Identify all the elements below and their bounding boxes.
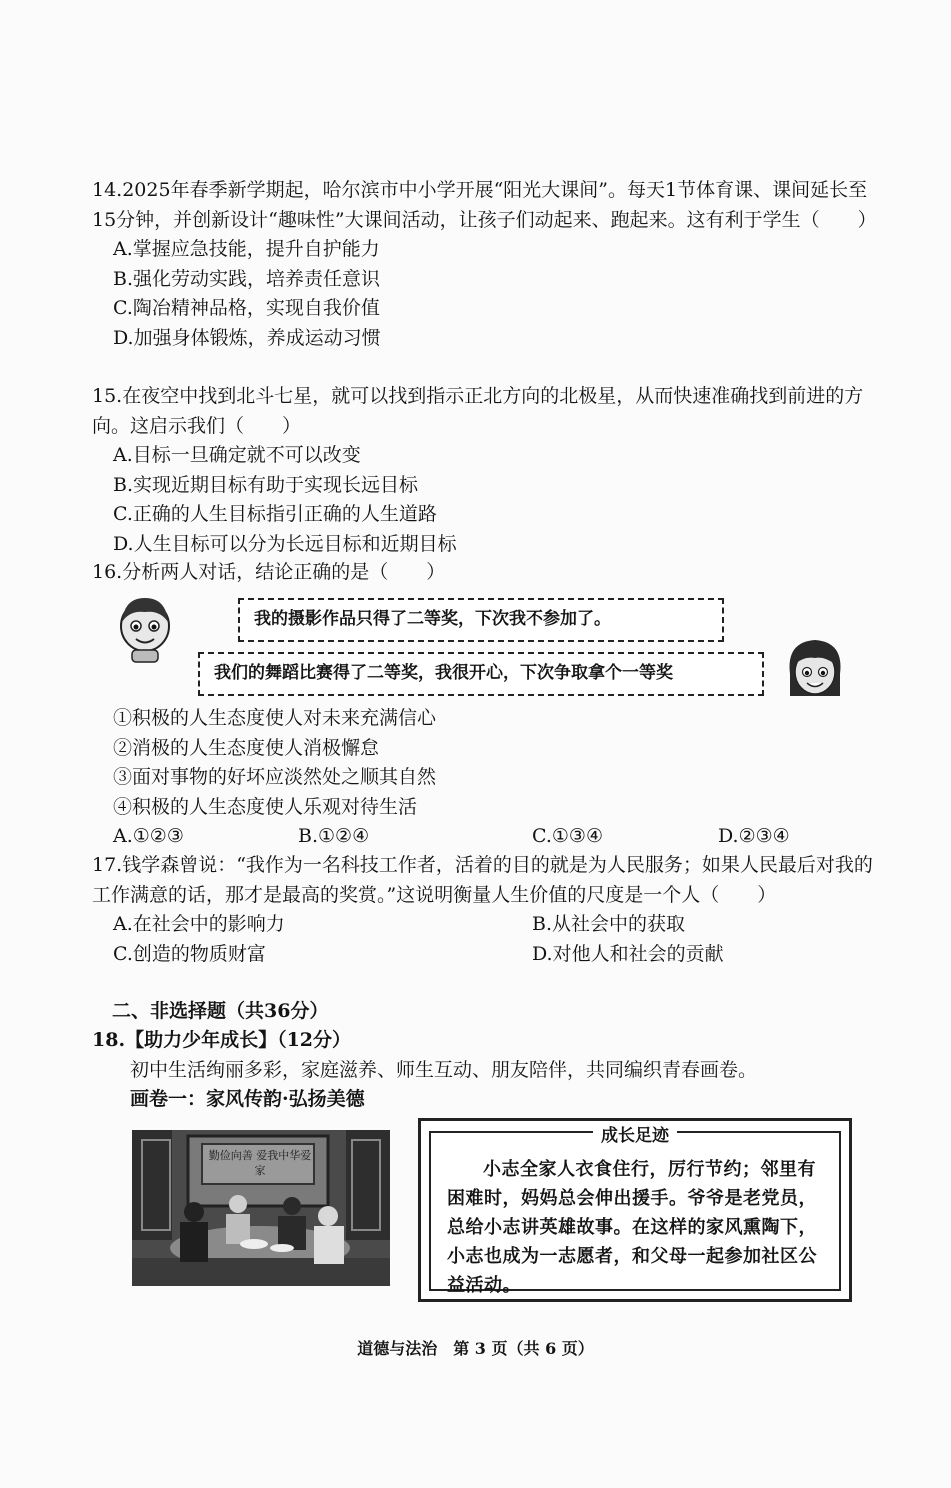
question-15-option-b: B.实现近期目标有助于实现长远目标 bbox=[113, 473, 419, 496]
question-17-option-d: D.对他人和社会的贡献 bbox=[532, 942, 724, 965]
question-14-stem bbox=[92, 176, 877, 235]
question-18-number: 18. bbox=[92, 1029, 126, 1051]
question-16-statement-2: ②消极的人生态度使人消极懈怠 bbox=[113, 736, 380, 759]
question-16-number: 16. bbox=[92, 561, 123, 583]
question-17-options-row-1 bbox=[92, 910, 874, 940]
question-15 bbox=[92, 382, 872, 559]
question-16-statement-4: ④积极的人生态度使人乐观对待生活 bbox=[113, 795, 418, 818]
question-16-stem bbox=[92, 558, 872, 588]
question-15-text: 在夜空中找到北斗七星，就可以找到指示正北方向的北极星，从而快速准确找到前进的方向。这启示我们（ ） bbox=[92, 385, 864, 437]
question-16-option-a: A.①②③ bbox=[113, 825, 184, 847]
speech-bubble-boy bbox=[238, 598, 724, 642]
speech-bubble-boy-text: 我的摄影作品只得了二等奖，下次我不参加了。 bbox=[254, 609, 611, 629]
question-15-stem bbox=[92, 382, 872, 441]
growth-footprints-text: 小志全家人衣食住行，厉行节约；邻里有困难时，妈妈总会伸出援手。爷爷是老党员，总给小志讲英雄故事。在这样的家风熏陶下，小志也成为一志愿者，和父母一起参加社区公益活动。 bbox=[447, 1159, 817, 1296]
growth-footprints-title: 成长足迹 bbox=[593, 1121, 677, 1146]
question-17-option-b: B.从社会中的获取 bbox=[532, 913, 686, 935]
question-15-number: 15. bbox=[92, 385, 123, 407]
question-16-option-c: C.①③④ bbox=[532, 825, 603, 847]
page-footer: 道德与法治 第 3 页（共 6 页） bbox=[357, 1339, 594, 1358]
question-17-options-row-2 bbox=[92, 940, 874, 970]
question-14-text: 2025年春季新学期起，哈尔滨市中小学开展“阳光大课间”。每天1节体育课、课间延长至15分钟，并创新设计“趣味性”大课间活动，让孩子们动起来、跑起来。这有利于学生（ ） bbox=[92, 179, 877, 231]
question-16-statements bbox=[92, 704, 872, 852]
speech-bubble-girl bbox=[198, 652, 764, 696]
question-17-number: 17. bbox=[92, 854, 123, 876]
photo-caption: 勤俭向善 爱我中华爱家 bbox=[208, 1149, 312, 1177]
question-17 bbox=[92, 851, 874, 969]
boy-face-icon bbox=[114, 592, 176, 664]
question-16-text: 分析两人对话，结论正确的是（ ） bbox=[122, 561, 446, 583]
question-18-subheading: 画卷一：家风传韵·弘扬美德 bbox=[130, 1088, 365, 1110]
question-14-option-c: C.陶冶精神品格，实现自我价值 bbox=[113, 297, 380, 319]
question-18-heading bbox=[92, 1026, 872, 1056]
question-15-option-d: D.人生目标可以分为长远目标和近期目标 bbox=[113, 532, 457, 555]
question-16-options bbox=[92, 822, 872, 852]
question-18 bbox=[92, 1026, 872, 1115]
question-14 bbox=[92, 176, 877, 353]
question-17-option-c: C.创造的物质财富 bbox=[113, 942, 266, 965]
growth-footprints-inner bbox=[429, 1126, 841, 1296]
question-14-option-a: A.掌握应急技能，提升自护能力 bbox=[113, 238, 380, 260]
growth-footprints-box bbox=[418, 1118, 852, 1302]
family-photo bbox=[132, 1130, 390, 1286]
girl-face-icon bbox=[784, 634, 846, 704]
question-15-option-a: A.目标一旦确定就不可以改变 bbox=[113, 444, 361, 466]
question-16 bbox=[92, 558, 872, 588]
question-18-heading-text: 【助力少年成长】（12分） bbox=[125, 1029, 352, 1051]
section-2-title: 二、非选择题（共36分） bbox=[112, 1000, 329, 1022]
question-17-stem bbox=[92, 851, 874, 910]
question-16-option-b: B.①②④ bbox=[298, 825, 370, 847]
question-18-intro: 初中生活绚丽多彩，家庭滋养、师生互动、朋友陪伴，共同编织青春画卷。 bbox=[130, 1058, 758, 1081]
question-14-number: 14. bbox=[92, 179, 123, 201]
question-16-statement-1: ①积极的人生态度使人对未来充满信心 bbox=[113, 707, 437, 729]
speech-bubble-girl-text: 我们的舞蹈比赛得了二等奖，我很开心，下次争取拿个一等奖 bbox=[214, 663, 673, 683]
question-16-option-d: D.②③④ bbox=[718, 825, 790, 847]
question-16-statement-3: ③面对事物的好坏应淡然处之顺其自然 bbox=[113, 766, 437, 788]
question-14-option-d: D.加强身体锻炼，养成运动习惯 bbox=[113, 326, 381, 349]
question-17-option-a: A.在社会中的影响力 bbox=[113, 913, 285, 935]
question-15-option-c: C.正确的人生目标指引正确的人生道路 bbox=[113, 503, 437, 525]
question-14-option-b: B.强化劳动实践，培养责任意识 bbox=[113, 267, 381, 290]
question-17-text: 钱学森曾说：“我作为一名科技工作者，活着的目的就是为人民服务；如果人民最后对我的工作满意的话，那才是最高的奖赏。”这说明衡量人生价值的尺度是一个人（ ） bbox=[92, 854, 873, 906]
